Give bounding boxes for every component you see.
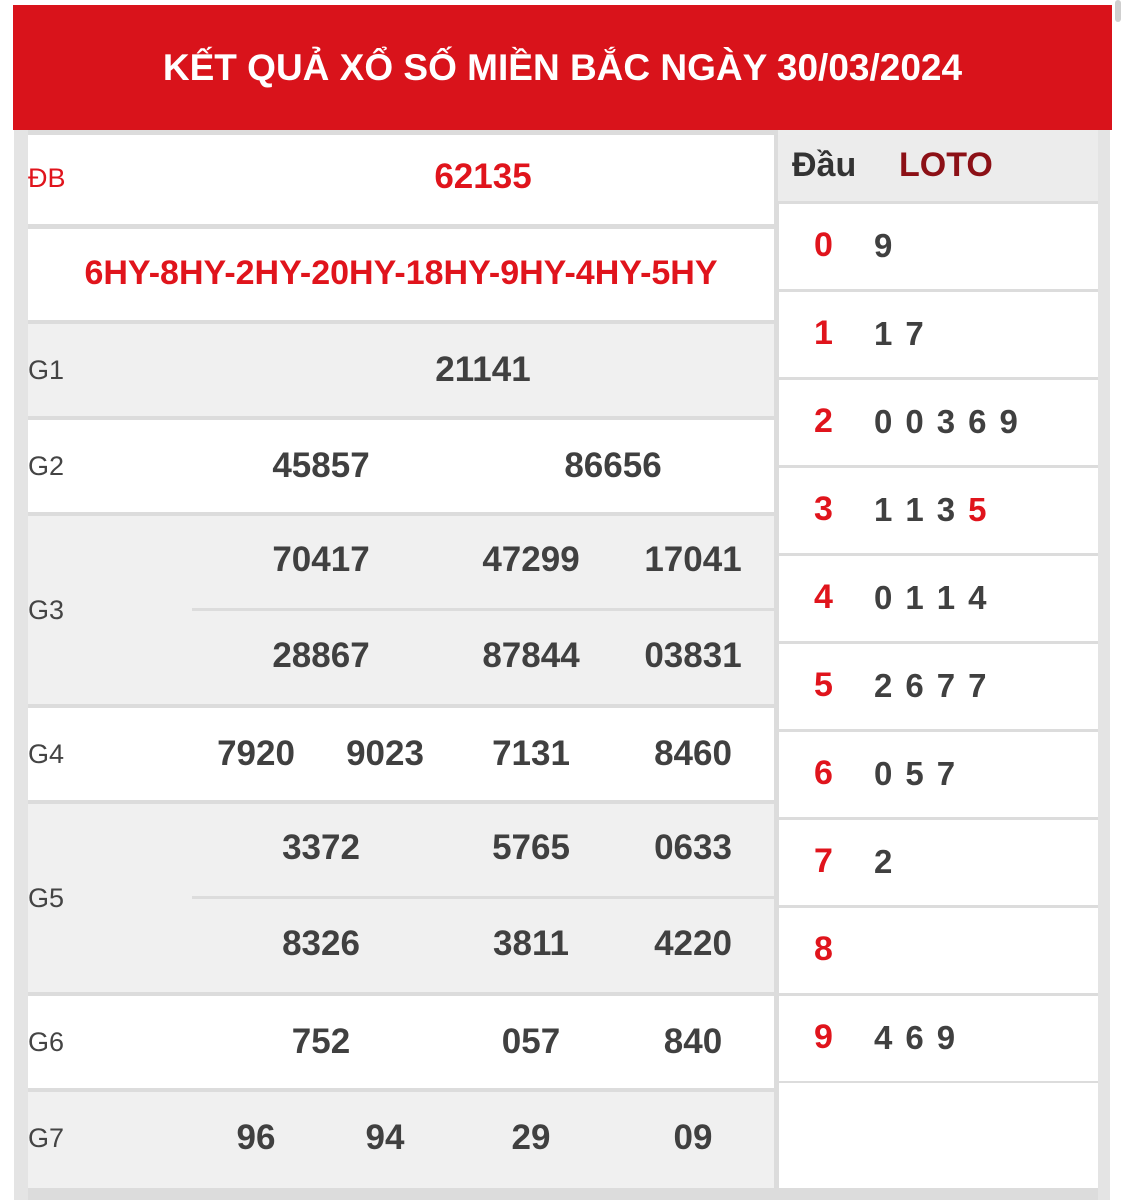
prize-number: 94	[365, 1118, 405, 1157]
loto-tail-values	[874, 315, 937, 353]
prize-number: 840	[663, 1022, 723, 1061]
loto-row	[779, 908, 1098, 993]
prize-number: 4220	[654, 924, 732, 963]
loto-tail-values	[874, 843, 905, 881]
prize-number: 3372	[282, 828, 360, 867]
loto-tail-digit: 5	[905, 755, 924, 792]
prize-number: 8326	[282, 924, 360, 963]
prize-number: 9023	[346, 734, 424, 773]
prize-number: 8460	[654, 734, 732, 773]
loto-head-digit: 6	[814, 754, 833, 792]
prize-number: 5765	[492, 828, 570, 867]
loto-head-digit: 1	[814, 314, 833, 352]
loto-tail-digit: 9	[999, 403, 1018, 440]
prize-codes-row	[28, 229, 774, 320]
loto-row	[779, 292, 1098, 377]
loto-tail-values	[874, 755, 968, 793]
loto-tail-digit: 1	[905, 491, 924, 528]
loto-tail-digit: 3	[936, 491, 956, 528]
loto-tail-values	[874, 579, 999, 617]
special-prize-number: 62135	[434, 157, 532, 196]
results-header	[13, 5, 1112, 130]
scrollbar-thumb[interactable]	[1115, 0, 1121, 22]
prize-number: 057	[501, 1022, 561, 1061]
loto-tail-digit: 6	[905, 667, 924, 704]
prize-row-g1	[28, 324, 774, 416]
loto-tail-digit: 7	[968, 667, 987, 704]
loto-tail-digit: 5	[968, 491, 987, 528]
loto-tail-digit: 9	[874, 227, 893, 264]
page-title: KẾT QUẢ XỔ SỐ MIỀN BẮC NGÀY 30/03/2024	[162, 47, 963, 88]
loto-tail-digit: 1	[874, 315, 893, 352]
prize-number: 17041	[644, 540, 742, 579]
loto-tail-digit: 1	[936, 579, 956, 616]
prize-row-g4	[28, 708, 774, 800]
loto-tail-digit: 6	[905, 1019, 924, 1056]
prize-number: 7131	[492, 734, 570, 773]
loto-tail-digit: 7	[905, 315, 924, 352]
prize-row-g2	[28, 420, 774, 512]
loto-head-digit: 4	[814, 578, 833, 616]
loto-tail-values	[874, 227, 905, 265]
prize-label-g6: G6	[28, 1027, 65, 1057]
prize-number: 21141	[435, 350, 531, 389]
prize-number: 86656	[564, 446, 662, 485]
prize-number: 09	[673, 1118, 713, 1157]
loto-tail-digit: 7	[936, 755, 956, 792]
prize-label-g5: G5	[28, 883, 65, 913]
loto-row	[779, 644, 1098, 729]
prize-number: 0633	[654, 828, 732, 867]
loto-tail-values	[874, 1019, 968, 1057]
loto-tail-digit: 0	[874, 755, 893, 792]
loto-tail-digit: 0	[905, 403, 924, 440]
loto-table-header	[778, 130, 1098, 201]
prize-number: 28867	[272, 636, 370, 675]
loto-tail-digit: 2	[874, 843, 893, 880]
loto-head-digit: 8	[814, 930, 833, 968]
loto-head-digit: 2	[814, 402, 833, 440]
prize-number: 03831	[644, 636, 742, 675]
loto-table-footer	[779, 1083, 1098, 1188]
prize-codes: 6HY-8HY-2HY-20HY-18HY-9HY-4HY-5HY	[84, 254, 718, 292]
prize-label-g2: G2	[28, 451, 65, 481]
loto-tail-digit: 2	[874, 667, 893, 704]
left-border	[14, 130, 28, 1200]
prize-number: 47299	[482, 540, 580, 579]
prize-row-g3	[28, 516, 774, 704]
prize-number: 70417	[272, 540, 370, 579]
loto-tail-digit: 9	[936, 1019, 956, 1056]
prize-number: 7920	[217, 734, 295, 773]
loto-head-digit: 0	[814, 226, 833, 264]
loto-tail-digit: 7	[936, 667, 956, 704]
loto-row	[779, 380, 1098, 465]
loto-tail-values	[874, 403, 1031, 441]
loto-tail-digit: 3	[936, 403, 956, 440]
prize-row-db	[28, 135, 774, 224]
prize-label-g7: G7	[28, 1123, 65, 1153]
prize-number: 3811	[493, 924, 569, 963]
loto-tail-values	[874, 491, 999, 529]
prize-number: 752	[291, 1022, 351, 1061]
loto-head-digit: 5	[814, 666, 833, 704]
prize-label-g1: G1	[28, 355, 65, 385]
row-divider	[192, 896, 774, 899]
prize-number: 45857	[272, 446, 370, 485]
dau-column-header: Đầu	[792, 146, 857, 184]
loto-head-digit: 7	[814, 842, 833, 880]
loto-tail-digit: 1	[874, 491, 893, 528]
loto-row	[779, 820, 1098, 905]
loto-column-header: LOTO	[899, 146, 993, 184]
prize-label-db: ĐB	[28, 163, 66, 193]
prize-label-g4: G4	[28, 739, 65, 769]
right-border	[1098, 130, 1110, 1200]
loto-tail-digit: 6	[968, 403, 987, 440]
loto-head-digit: 9	[814, 1018, 833, 1056]
loto-tail-digit: 1	[905, 579, 924, 616]
loto-tail-digit: 4	[968, 579, 987, 616]
loto-row	[779, 556, 1098, 641]
loto-tail-digit: 4	[874, 1019, 893, 1056]
loto-tail-digit: 0	[874, 403, 893, 440]
loto-row	[779, 204, 1098, 289]
prize-number: 87844	[482, 636, 580, 675]
loto-head-digit: 3	[814, 490, 833, 528]
prize-row-g7	[28, 1092, 774, 1188]
prize-number: 29	[511, 1118, 551, 1157]
prize-label-g3: G3	[28, 595, 65, 625]
loto-row	[779, 996, 1098, 1081]
loto-tail-digit: 0	[874, 579, 893, 616]
row-divider	[192, 608, 774, 611]
loto-row	[779, 732, 1098, 817]
prize-number: 96	[236, 1118, 276, 1157]
prize-row-g6	[28, 996, 774, 1088]
loto-tail-values	[874, 667, 999, 705]
loto-row	[779, 468, 1098, 553]
prize-row-g5	[28, 804, 774, 992]
